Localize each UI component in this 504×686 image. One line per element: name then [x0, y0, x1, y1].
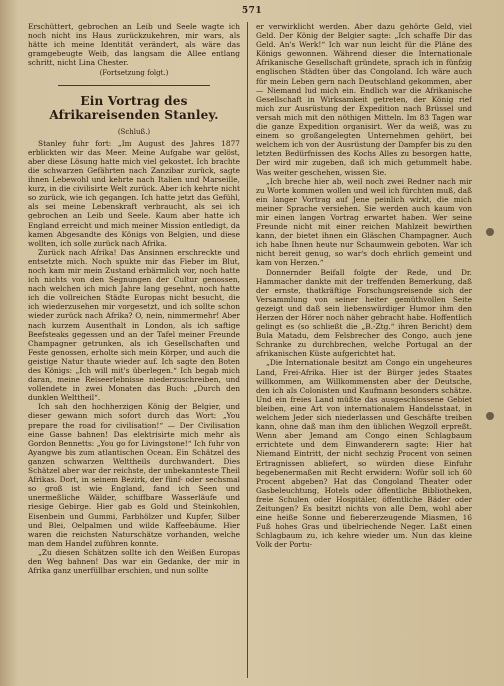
article-paragraph: Stanley fuhr fort: „Im August des Jahres 1877 erblickten wir das Meer. Meine Aufgabe war gelöst, aber diese Lösung hatte mich viel gekostet. Ich brachte die schwarzen Gefährten nach Zanzibar zurück, sagte ihnen Lebewohl und kehrte nach Italien und Marseille, kurz, in die civilisirte Welt zurück. Aber ich kehrte nicht so zurück, wie ich gegangen. Ich hatte jetzt das Gefühl, als sei meine Lebenskraft verbraucht, als sei ich gebrochen an Leib und Seele. Kaum aber hatte ich England erreicht und mich meiner Mission entledigt, da kamen Abgesandte des Königs von Belgien, und diese wollten, ich solle zurück nach Afrika.: [28, 138, 240, 248]
to-be-continued-note: (Fortsetzung folgt.): [99, 69, 169, 78]
article-paragraph: „Zu diesen Schätzen sollte ich den Weißen Europas den Weg bahnen! Das war ein Gedanke, der mir in Afrika ganz unerfüllbar erschien, und nun sollte: [28, 547, 240, 576]
column-rule: [247, 22, 248, 678]
page-edge-shadow: [0, 0, 18, 686]
binding-hole-mark: [486, 412, 494, 420]
article-paragraph: Ich sah den hochherzigen König der Belgier, und dieser gewann mich sofort durch das Wort: „You prepare the road for civilisation!“ — Der Civilisation eine Gasse bahnen! Das elektrisirte mich mehr als Gordon Bennetts: „You go for Livingstone!“ Ich fuhr von Ayangwe bis zum atlantischen Ocean. Ein Schätzel des ganzen schwarzen Welttheils durchwandert. Dies Schätzel aber war der reichste, der unbekannteste Theil Afrikas. Dort, in seinem Bezirk, der fünf- oder sechsmal so groß ist wie England, fand ich Seen und unermeßliche Wälder, schiffbare Wasserläufe und riesige Gebirge. Hier gab es Gold und Steinkohlen, Eisenbein und Gummi, Farbhölzer und Kupfer, Silber und Blei, Oelpalmen und wilde Kaffeebäume. Hier waren die reichsten Naturschätze vorhanden, welche man dem Handel zuführen konnte.: [28, 402, 240, 548]
section-divider: [58, 85, 210, 86]
article-paragraph: „Die Internationale besitzt am Congo ein ungeheures Land, Frei-Afrika. Hier ist der Bürger jedes Staates willkommen, am Willkommensten aber der Deutsche, den ich als Colonisten und Kaufmann besonders schätze. Und ein freies Land müßte das ausgeschlossene Gebiet bleiben, eine Art von internationalem Handelsstaat, in welchem Jeder sich niederlassen und Geschäfte treiben kann, ohne daß man ihm den üblichen Wegzoll erpreßt. Wenn aber Jemand am Congo einen Schlagbaum errichtete und dem Einwanderern sagte: Hier hat Niemand Eintritt, der nicht sechzig Procent von seinen Ertragnissen abliefert, so würden diese Einfuhr begebenermaßen mit Recht erwidern: Wofür soll ich 60 Procent abgeben? Hat das Congoland Theater oder Gasbeleuchtung, Hotels oder öffentliche Bibliotheken, freie Schulen oder Hospitäler, öffentliche Bäder oder Zeitungen? Es besitzt nichts von alle Dem, wohl aber eine heiße Sonne und fiebererzeugende Miasmen, 16 Fuß hohes Gras und übelriechende Neger. Laßt einen Schlagbaum zu, ich kehre wieder um. Nun das kleine Volk der Portu-: [256, 358, 472, 550]
binding-hole-mark: [486, 228, 494, 236]
page-number: 571: [241, 6, 263, 16]
article-conclusion-note: (Schluß.): [117, 127, 151, 136]
article-paragraph: Donnernder Beifall folgte der Rede, und Dr. Hammacher dankte mit der treffenden Bemerkung, daß der ernste, thatkräftige Forschungsreisende sich der Versammlung von seiner heiter gemüthvollen Seite gezeigt und daß sein liebenswürdiger Humor ihm den Herzen der Hörer noch näher gebracht habe. Hoffentlich gelingt es (so schließt die „B.-Ztg.“ ihren Bericht) dem Bula Matadu, dem Felsbrecher des Congo, auch jene Schranke zu durchbrechen, welche Portugal an der afrikanischen Küste aufgerichtet hat.: [256, 267, 472, 359]
article-paragraph-continued: er verwirklicht werden. Aber dazu gehörte Geld, viel Geld. Der König der Belgier sagte: „Ich schaffe Dir das Geld. An's Werk!“ Ich war nun leicht für die Pläne des Königs gewonnen. Während dieser die Internationale Afrikanische Gesellschaft gründete, sprach ich in fünfzig englischen Städten über das Congoland. Ich wäre auch für mein Leben gern nach Deutschland gekommen, aber — Niemand lud mich ein. Endlich war die Afrikanische Gesellschaft in Wirksamkeit getreten, der König rief mich zur Ausrüstung der Expedition nach Brüssel und versah mich mit den nöthigen Mitteln. Im 83 Tagen war die ganze Expedition organisirt. Wer da weiß, was zu einem so großangelegten Unternehmen gehört, bei welchem ich von der Ausrüstung der Dampfer bis zu den letzten Bedürfnissen des Kochs Alles zu besorgen hatte, Der wird mir zugeben, daß ich mich getummelt habe. Was weiter geschehen, wissen Sie.: [256, 22, 472, 177]
article-title: Ein Vortrag des Afrikareisenden Stanley.: [49, 93, 219, 122]
article-paragraph: Zurück nach Afrika! Das Ansinnen erschreckte und entsetzte mich. Noch spukte mir das Fieber im Blut, noch kam mir mein Zustand erbärmlich vor, noch hatte ich nichts von den Segnungen der Cultur genossen, nach welchen ich mich Jahre lang gesehnt, noch hatte ich die vollreichen Städte Europas nicht besucht, die ich wiederzusehen mir vorgesetzt, und ich sollte schon wieder zurück nach Afrika? O, nein, nimmermehr! Aber nach kurzem Ausenthalt in London, als ich saftige Beefsteaks gegessen und an der Tafel meiner Freunde Champagner getrunken, als ich Gesellschaften und Feste genossen, erholte sich mein Körper, und auch die geistige Natur thaute wieder auf. Ich sagte den Boten des Königs: „Ich will mit's überlegen.“ Ich begab mich daran, meine Reiseerlebnisse niederzuschreiben, und vollendete in zwei Monaten das Buch: „Durch den dunklen Welttheil“.: [28, 247, 240, 403]
article-paragraph: „Ich breche hier ab, weil noch zwei Redner nach mir zu Worte kommen wollen und weil ich fürchten muß, daß ein langer Vortrag auf Jene peinlich wirkt, die mich meiner Sprache versiehen. Sie werden auch kaum von mir einen langen Vortrag erwartet haben. Wer seine Freunde nicht mit einer reichen Mahlzeit bewirthen kann, der bietet ihnen ein Gläschen Champagner. Auch ich habe Ihnen heute nur Schaumwein geboten. War ich nicht bereit genug, so war's doch ehrlich gemeint und kam von Herzen.“: [256, 176, 472, 268]
story-ending-paragraph: Erschüttert, gebrochen an Leib und Seele wagte ich noch nicht ins Haus zurückzukehren, mir wars, als hätte ich meine Identität verändert, als wäre das gramgebeugte Weib, das langsam die Allee entlang schritt, nicht Lina Chester.: [28, 22, 240, 68]
left-column: [28, 22, 240, 680]
right-column: [256, 22, 472, 680]
